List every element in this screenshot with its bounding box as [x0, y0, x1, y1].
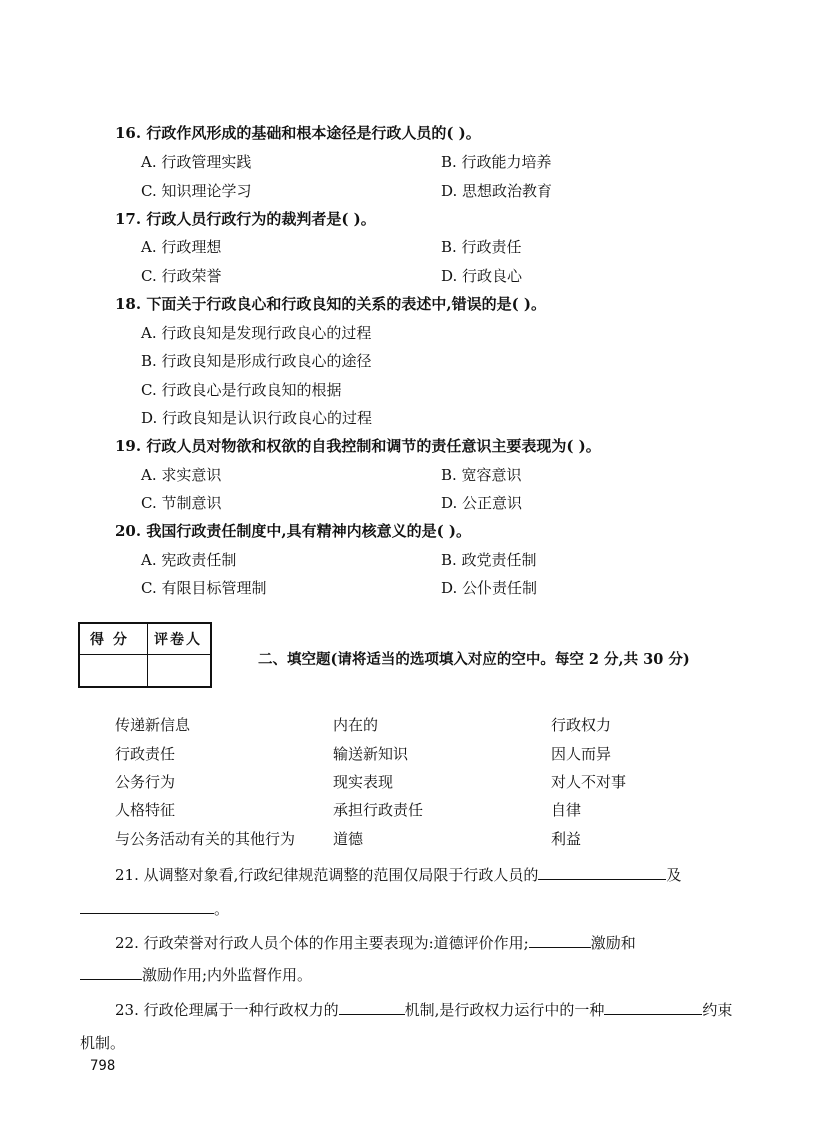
- score-table: [78, 622, 212, 688]
- option-d: D. 行政良心: [441, 267, 523, 285]
- option-b: B. 行政责任: [441, 238, 522, 256]
- word-bank-item: 利益: [551, 830, 582, 848]
- answer-blank[interactable]: [604, 1000, 702, 1015]
- word-bank-item: 行政权力: [551, 716, 612, 734]
- question-text: 22. 行政荣誉对行政人员个体的作用主要表现为:道德评价作用; 激励和: [115, 934, 636, 952]
- option-b: B. 行政良知是形成行政良心的途径: [141, 352, 372, 370]
- answer-blank[interactable]: [339, 1000, 405, 1015]
- word-bank-item: 因人而异: [551, 745, 612, 763]
- answer-blank[interactable]: [80, 965, 142, 980]
- answer-blank[interactable]: [529, 933, 591, 948]
- word-bank-item: 人格特征: [115, 801, 176, 819]
- option-a: A. 行政管理实践: [141, 153, 252, 171]
- question-text: 21. 从调整对象看,行政纪律规范调整的范围仅局限于行政人员的 及: [115, 866, 682, 884]
- option-d: D. 行政良知是认识行政良心的过程: [141, 409, 373, 427]
- option-c: C. 知识理论学习: [141, 182, 252, 200]
- word-bank-item: 对人不对事: [551, 773, 627, 791]
- question-text: 机制。: [80, 1034, 126, 1052]
- score-label: 得 分: [90, 632, 129, 648]
- option-c: C. 行政荣誉: [141, 267, 222, 285]
- question-stem: 20. 我国行政责任制度中,具有精神内核意义的是( )。: [115, 522, 471, 540]
- question-stem: 19. 行政人员对物欲和权欲的自我控制和调节的责任意识主要表现为( )。: [115, 437, 601, 455]
- word-bank-item: 现实表现: [333, 773, 394, 791]
- table-divider: [147, 624, 148, 686]
- question-stem: 17. 行政人员行政行为的裁判者是( )。: [115, 210, 376, 228]
- word-bank-item: 内在的: [333, 716, 379, 734]
- question-stem: 18. 下面关于行政良心和行政良知的关系的表述中,错误的是( )。: [115, 295, 546, 313]
- section-title: 二、填空题(请将适当的选项填入对应的空中。每空 2 分,共 30 分): [258, 651, 690, 668]
- word-bank-item: 承担行政责任: [333, 801, 424, 819]
- option-a: A. 行政理想: [141, 238, 222, 256]
- option-a: A. 求实意识: [141, 466, 222, 484]
- option-c: C. 节制意识: [141, 494, 222, 512]
- option-d: D. 公仆责任制: [441, 579, 538, 597]
- question-text: 激励作用;内外监督作用。: [80, 964, 312, 985]
- word-bank-item: 行政责任: [115, 745, 176, 763]
- answer-blank[interactable]: [538, 865, 666, 880]
- word-bank-item: 自律: [551, 801, 582, 819]
- option-b: B. 行政能力培养: [441, 153, 552, 171]
- word-bank-item: 与公务活动有关的其他行为: [115, 830, 296, 848]
- page-number: 798: [90, 1058, 116, 1074]
- option-d: D. 公正意识: [441, 494, 523, 512]
- word-bank-item: 道德: [333, 830, 364, 848]
- word-bank-item: 输送新知识: [333, 745, 409, 763]
- option-b: B. 政党责任制: [441, 551, 537, 569]
- table-divider: [80, 654, 210, 655]
- answer-blank[interactable]: [80, 899, 214, 914]
- question-text: 23. 行政伦理属于一种行政权力的 机制,是行政权力运行中的一种 约束: [115, 1001, 733, 1019]
- option-b: B. 宽容意识: [441, 466, 522, 484]
- question-stem: 16. 行政作风形成的基础和根本途径是行政人员的( )。: [115, 124, 481, 142]
- option-a: A. 宪政责任制: [141, 551, 237, 569]
- option-d: D. 思想政治教育: [441, 182, 553, 200]
- option-a: A. 行政良知是发现行政良心的过程: [141, 324, 372, 342]
- option-c: C. 有限目标管理制: [141, 579, 267, 597]
- reviewer-label: 评卷人: [154, 632, 202, 648]
- option-c: C. 行政良心是行政良知的根据: [141, 381, 342, 399]
- word-bank-item: 传递新信息: [115, 716, 191, 734]
- word-bank-item: 公务行为: [115, 773, 176, 791]
- question-text: 。: [80, 898, 229, 919]
